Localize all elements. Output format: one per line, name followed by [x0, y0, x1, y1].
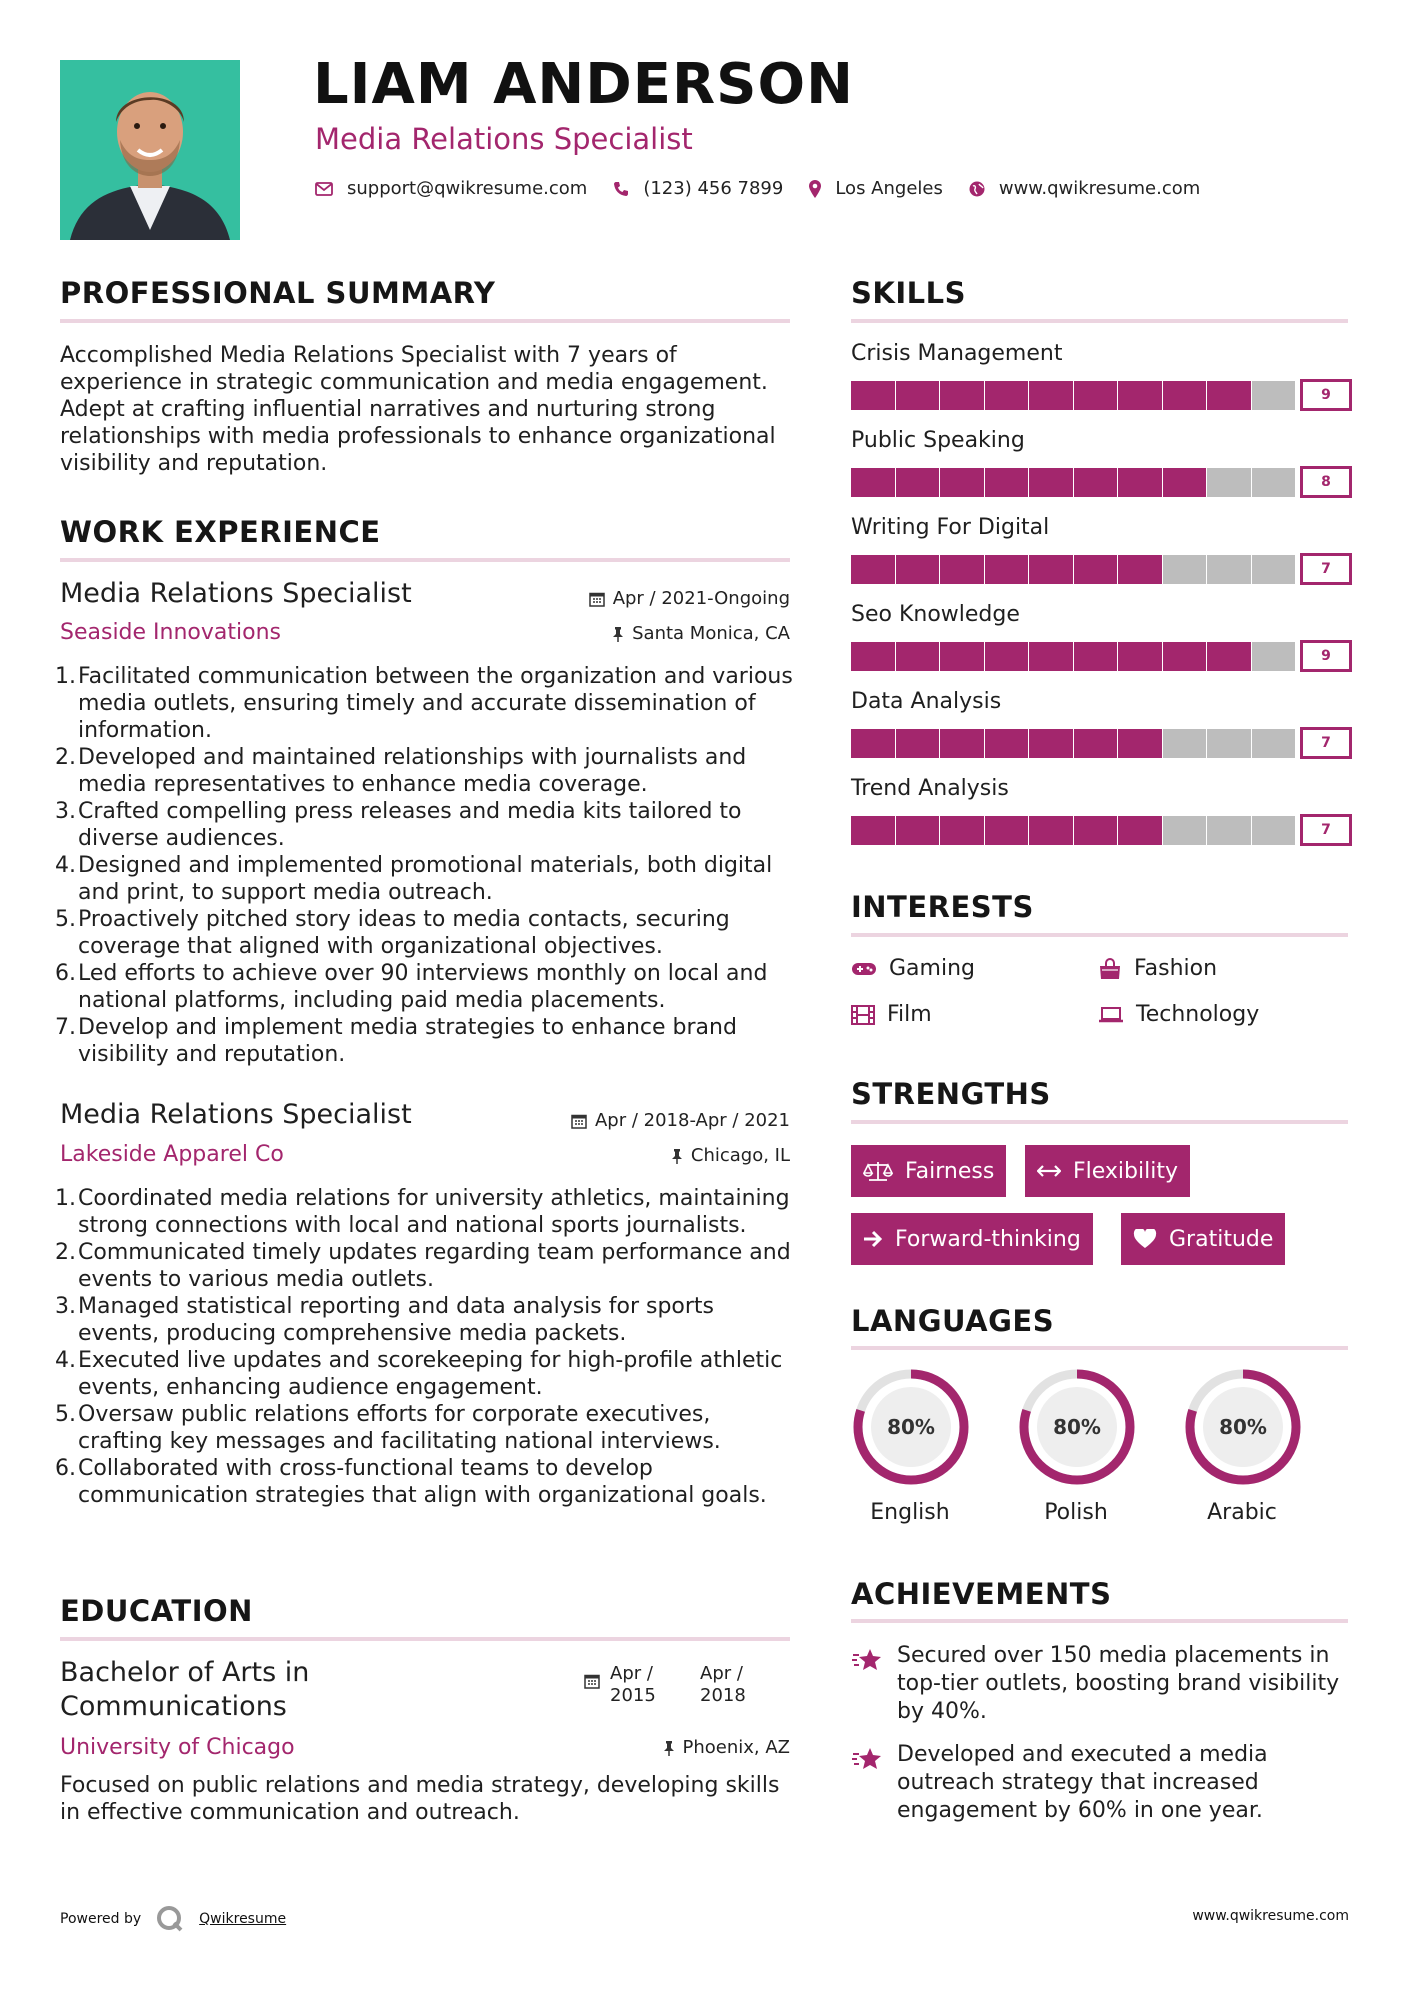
skill-score: 7	[1300, 814, 1352, 846]
skill-segment-filled	[940, 468, 984, 497]
skills-divider	[851, 319, 1348, 323]
language-donut	[850, 1366, 972, 1488]
skill-segment-filled	[1029, 816, 1073, 845]
skill-segment-filled	[851, 381, 895, 410]
film-icon	[851, 1005, 875, 1025]
skill-score: 7	[1300, 727, 1352, 759]
skill-segment-filled	[1118, 468, 1162, 497]
laptop-icon	[1098, 1006, 1124, 1024]
map-marker-icon	[809, 180, 821, 198]
achievements-heading: ACHIEVEMENTS	[851, 1577, 1112, 1611]
job-2-dates	[571, 1110, 790, 1131]
skill-segment-filled	[896, 381, 940, 410]
skill-segment-filled	[940, 642, 984, 671]
education-dates	[584, 1663, 770, 1707]
globe-icon	[969, 181, 985, 197]
calendar-icon	[589, 591, 605, 607]
star-award-icon	[851, 1745, 883, 1773]
job-2-dates-text: Apr / 2018-Apr / 2021	[594, 1110, 790, 1131]
education-description: Focused on public relations and media strategy, developing skills in effective communication and outreach.	[60, 1773, 780, 1825]
list-item: 4. Designed and implemented promotional materials, both digital and print, to support media outreach.	[55, 853, 773, 905]
skill-segment-filled	[1163, 642, 1207, 671]
list-item: 1. Facilitated communication between the organization and various media outlets, ensuring timely and accurate dissemination of information.	[55, 664, 793, 743]
skill-score: 8	[1300, 466, 1352, 498]
shopping-bag-icon	[1098, 958, 1122, 980]
education-start: Apr / 2015	[610, 1663, 656, 1706]
skill-segment-empty	[1163, 816, 1207, 845]
skill-bar	[851, 642, 1346, 671]
job-2-location-text: Chicago, IL	[690, 1145, 790, 1166]
job-1-company: Seaside Innovations	[60, 620, 281, 645]
skill-segment-filled	[851, 816, 895, 845]
skill-segment-filled	[1118, 555, 1162, 584]
skill-segment-filled	[940, 816, 984, 845]
skill-segment-filled	[1074, 642, 1118, 671]
interest-gaming: Gaming	[851, 956, 975, 981]
education-end: Apr / 2018	[700, 1663, 746, 1706]
skill-segment-filled	[1163, 468, 1207, 497]
skill-name: Writing For Digital	[851, 515, 1050, 540]
education-location	[663, 1737, 791, 1758]
contact-location	[809, 178, 943, 199]
skill-segment-filled	[896, 468, 940, 497]
person-portrait-icon	[60, 60, 240, 240]
language-name: English	[870, 1500, 950, 1525]
list-item: 5. Oversaw public relations efforts for corporate executives, crafting key messages and facilitating national interviews.	[55, 1402, 721, 1454]
star-award-icon	[851, 1646, 883, 1674]
skill-segment-filled	[851, 729, 895, 758]
skill-segment-filled	[1118, 642, 1162, 671]
work-divider	[60, 558, 790, 562]
skill-segment-empty	[1252, 816, 1296, 845]
gamepad-icon	[851, 961, 877, 977]
contact-email-text: support@qwikresume.com	[347, 178, 588, 199]
skill-score: 7	[1300, 553, 1352, 585]
skill-segment-filled	[896, 642, 940, 671]
list-item: 4. Executed live updates and scorekeeping for high-profile athletic events, enhancing audience engagement.	[55, 1348, 783, 1400]
brand-link[interactable]: Qwikresume	[199, 1911, 287, 1927]
list-item: 1. Coordinated media relations for university athletics, maintaining strong connections with local and national sports journalists.	[55, 1186, 790, 1238]
heart-icon	[1133, 1229, 1157, 1249]
skill-name: Crisis Management	[851, 341, 1063, 366]
skill-segment-filled	[940, 729, 984, 758]
arrows-horizontal-icon	[1037, 1164, 1061, 1178]
skill-segment-empty	[1207, 729, 1251, 758]
achievements-divider	[851, 1619, 1348, 1623]
interest-technology: Technology	[1098, 1002, 1259, 1027]
skill-name: Trend Analysis	[851, 776, 1009, 801]
balance-scale-icon	[863, 1160, 893, 1182]
skill-segment-filled	[1074, 468, 1118, 497]
summary-heading: PROFESSIONAL SUMMARY	[60, 276, 496, 310]
strength-fairness: Fairness	[851, 1145, 1006, 1197]
job-2-title: Media Relations Specialist	[60, 1099, 412, 1130]
contact-location-text: Los Angeles	[835, 178, 943, 199]
skill-segment-empty	[1163, 555, 1207, 584]
candidate-role: Media Relations Specialist	[315, 122, 693, 156]
contact-website[interactable]	[969, 178, 1200, 199]
skill-score: 9	[1300, 379, 1352, 411]
skill-segment-filled	[1118, 729, 1162, 758]
skill-segment-filled	[1118, 381, 1162, 410]
skill-segment-filled	[940, 381, 984, 410]
skill-segment-filled	[896, 729, 940, 758]
skill-bar	[851, 468, 1346, 497]
skill-segment-filled	[1074, 381, 1118, 410]
skill-segment-filled	[1029, 381, 1073, 410]
contact-phone-text: (123) 456 7899	[643, 178, 784, 199]
skill-segment-filled	[1207, 381, 1251, 410]
list-item: 7. Develop and implement media strategies to enhance brand visibility and reputation.	[55, 1015, 737, 1067]
skill-segment-filled	[1029, 729, 1073, 758]
skill-segment-filled	[851, 468, 895, 497]
skill-segment-empty	[1252, 555, 1296, 584]
skill-segment-empty	[1252, 468, 1296, 497]
job-1-dates-text: Apr / 2021-Ongoing	[612, 588, 790, 609]
skill-bar	[851, 816, 1346, 845]
work-heading: WORK EXPERIENCE	[60, 515, 381, 549]
footer-site[interactable]: www.qwikresume.com	[1192, 1908, 1349, 1924]
skill-segment-empty	[1252, 381, 1296, 410]
job-1-bullets	[55, 663, 800, 1068]
achievement-item-1: Secured over 150 media placements in top-tier outlets, boosting brand visibility by 40%.	[851, 1642, 1351, 1726]
skill-segment-filled	[1163, 381, 1207, 410]
skill-segment-empty	[1252, 729, 1296, 758]
skill-segment-filled	[896, 555, 940, 584]
list-item: 6. Collaborated with cross-functional teams to develop communication strategies that align with organizational goals.	[55, 1456, 767, 1508]
skill-segment-filled	[940, 555, 984, 584]
language-percent: 80%	[887, 1415, 935, 1439]
achievement-item-2: Developed and executed a media outreach strategy that increased engagement by 60% in one year.	[851, 1741, 1351, 1825]
job-1-title: Media Relations Specialist	[60, 578, 412, 609]
job-2-location	[671, 1145, 790, 1166]
skill-segment-empty	[1207, 468, 1251, 497]
skill-name: Data Analysis	[851, 689, 1002, 714]
skill-segment-filled	[851, 555, 895, 584]
interests-heading: INTERESTS	[851, 890, 1034, 924]
languages-heading: LANGUAGES	[851, 1304, 1055, 1338]
summary-divider	[60, 319, 790, 323]
skill-segment-filled	[985, 816, 1029, 845]
degree-line-2: Communications	[60, 1691, 287, 1722]
skill-segment-filled	[1029, 642, 1073, 671]
school-name: University of Chicago	[60, 1735, 295, 1760]
strength-flexibility: Flexibility	[1025, 1145, 1190, 1197]
list-item: 6. Led efforts to achieve over 90 interviews monthly on local and national platforms, including paid media placements.	[55, 961, 768, 1013]
language-percent: 80%	[1053, 1415, 1101, 1439]
skill-segment-filled	[985, 381, 1029, 410]
skill-segment-empty	[1207, 816, 1251, 845]
candidate-name: LIAM ANDERSON	[313, 52, 854, 117]
language-name: Arabic	[1207, 1500, 1277, 1525]
job-2-company: Lakeside Apparel Co	[60, 1142, 284, 1167]
summary-text: Accomplished Media Relations Specialist with 7 years of experience in strategic communication and media engagement. Adept at crafting influential narratives and nurturing strong relationships with media professionals to enhance organizational visibility and reputation.	[60, 343, 776, 476]
skill-segment-filled	[1074, 555, 1118, 584]
skill-segment-filled	[985, 642, 1029, 671]
contact-bar	[315, 178, 1226, 199]
skill-segment-filled	[1207, 642, 1251, 671]
skill-segment-filled	[1074, 816, 1118, 845]
list-item: 2. Developed and maintained relationships with journalists and media representatives to enhance media coverage.	[55, 745, 747, 797]
skill-segment-empty	[1163, 729, 1207, 758]
calendar-icon	[584, 1673, 600, 1689]
languages-divider	[851, 1346, 1348, 1350]
skill-name: Seo Knowledge	[851, 602, 1020, 627]
list-item: 3. Crafted compelling press releases and media kits tailored to diverse audiences.	[55, 799, 742, 851]
strength-gratitude: Gratitude	[1121, 1213, 1285, 1265]
education-heading: EDUCATION	[60, 1594, 253, 1628]
contact-website-text: www.qwikresume.com	[998, 178, 1201, 199]
skills-heading: SKILLS	[851, 276, 966, 310]
skill-bar	[851, 555, 1346, 584]
skill-segment-filled	[1118, 816, 1162, 845]
skill-segment-filled	[896, 816, 940, 845]
qwikresume-logo-icon	[155, 1904, 185, 1934]
education-divider	[60, 1637, 790, 1641]
language-percent: 80%	[1219, 1415, 1267, 1439]
powered-by-text: Powered by	[60, 1911, 142, 1927]
degree-line-1: Bachelor of Arts in	[60, 1657, 310, 1688]
job-1-location	[612, 623, 790, 644]
job-2-bullets	[55, 1185, 800, 1509]
interests-divider	[851, 933, 1348, 937]
pushpin-icon	[671, 1148, 683, 1164]
pushpin-icon	[663, 1740, 675, 1756]
footer-powered	[60, 1904, 286, 1934]
skill-score: 9	[1300, 640, 1352, 672]
arrow-right-icon	[863, 1230, 883, 1248]
skill-segment-filled	[851, 642, 895, 671]
language-donut	[1182, 1366, 1304, 1488]
skill-segment-filled	[1029, 555, 1073, 584]
list-item: 5. Proactively pitched story ideas to media contacts, securing coverage that aligned with organizational objectives.	[55, 907, 730, 959]
envelope-icon	[315, 182, 333, 196]
interest-fashion: Fashion	[1098, 956, 1217, 981]
skill-name: Public Speaking	[851, 428, 1025, 453]
interest-film: Film	[851, 1002, 932, 1027]
language-name: Polish	[1044, 1500, 1108, 1525]
education-location-text: Phoenix, AZ	[682, 1737, 790, 1758]
contact-email[interactable]	[315, 178, 587, 199]
list-item: 2. Communicated timely updates regarding team performance and events to various media outlets.	[55, 1240, 791, 1292]
skill-segment-filled	[985, 729, 1029, 758]
job-1-location-text: Santa Monica, CA	[632, 623, 790, 644]
skill-bar	[851, 729, 1346, 758]
phone-icon	[613, 181, 629, 197]
list-item: 3. Managed statistical reporting and data analysis for sports events, producing comprehensive media packets.	[55, 1294, 715, 1346]
skill-segment-empty	[1252, 642, 1296, 671]
skill-segment-empty	[1207, 555, 1251, 584]
skill-segment-filled	[985, 555, 1029, 584]
skill-segment-filled	[1074, 729, 1118, 758]
calendar-icon	[571, 1113, 587, 1129]
skill-segment-filled	[1029, 468, 1073, 497]
pushpin-icon	[612, 626, 624, 642]
profile-photo	[60, 60, 240, 240]
language-donut	[1016, 1366, 1138, 1488]
strength-forward-thinking: Forward-thinking	[851, 1213, 1093, 1265]
job-1-dates	[589, 588, 790, 609]
skill-segment-filled	[985, 468, 1029, 497]
strengths-divider	[851, 1120, 1348, 1124]
strengths-heading: STRENGTHS	[851, 1077, 1051, 1111]
skill-bar	[851, 381, 1346, 410]
contact-phone[interactable]	[613, 178, 783, 199]
